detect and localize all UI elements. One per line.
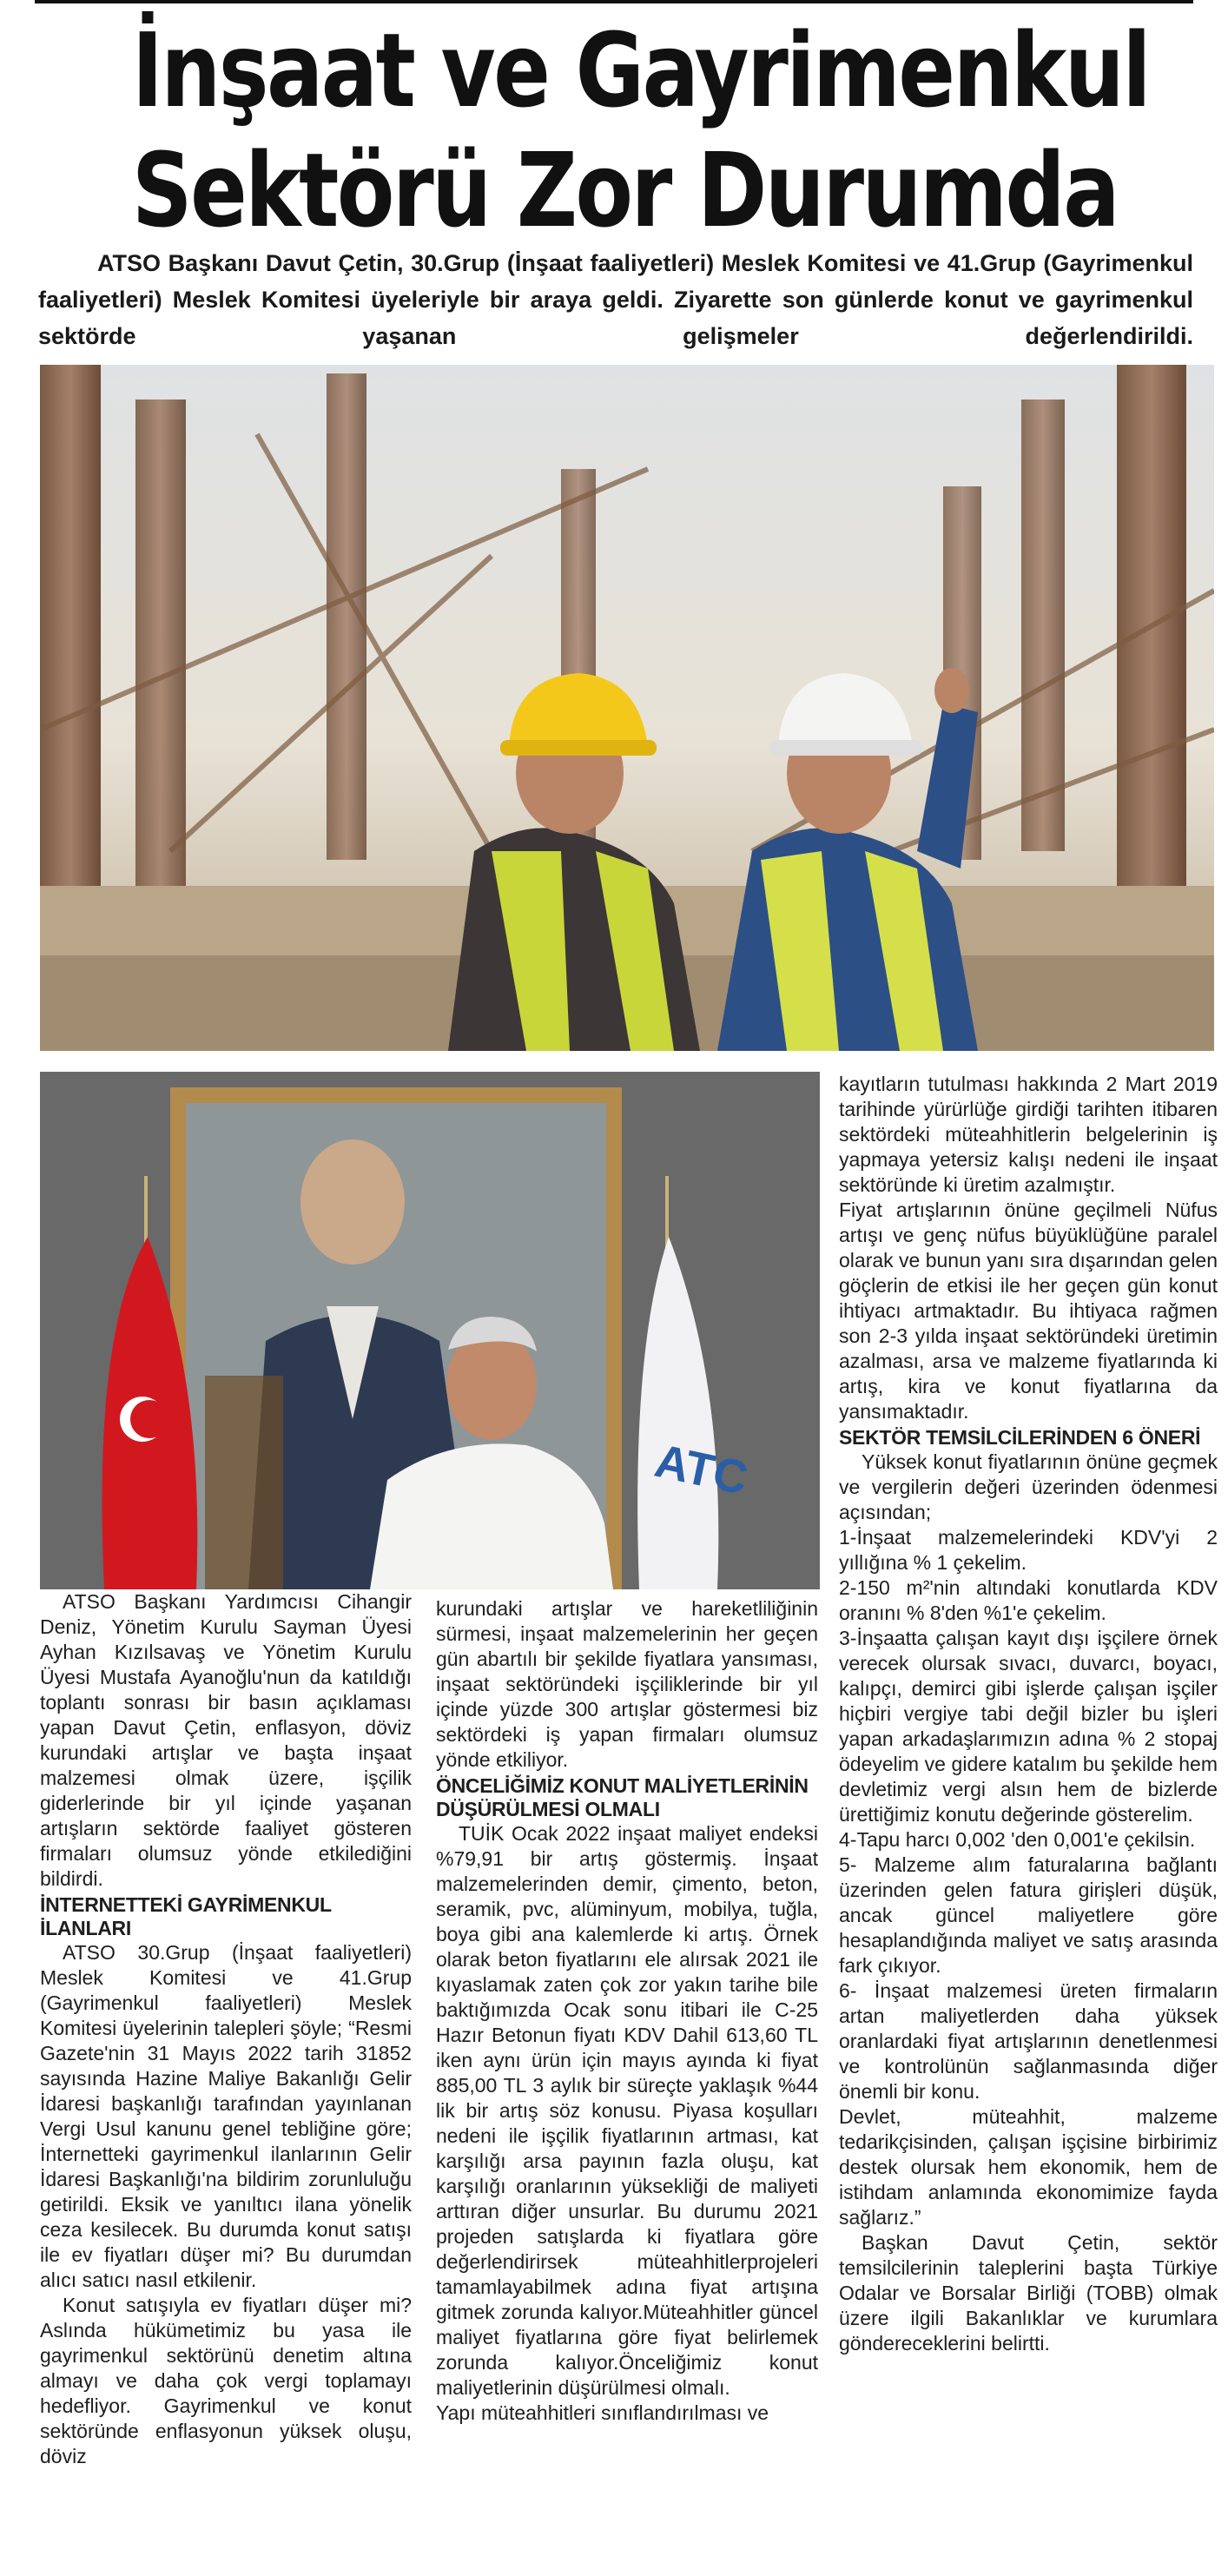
col1-paragraph-3: Konut satışıyla ev fiyatları düşer mi? Aslında hükümetimiz bu yasa ile gayrimenkul sektörünü denetim altına almayı ve daha çok vergi toplamayı hedefliyor. Gayrimenkul ve konut sektöründe enflasyonun yüksek oluşu, döviz: [40, 2294, 412, 2467]
col3-proposal-3: 3-İnşaatta çalışan kayıt dışı işçilere örnek verecek olursak sıvacı, duvarcı, boyacı, kalıpçı, demirci gibi işlerde çalışan işçiler hiçbiri vergiye tabi değil bizler bu işleri yapan arkadaşlarımızın adına % 2 stopaj ödeyelim ve gidere katalım bu şekilde hem devletimiz vergi alsın hem de bizlerde ürettiğimiz konutu değerinde gösterelim.: [839, 1627, 1218, 1826]
col3-proposal-4: 4-Tapu harcı 0,002 'den 0,001'e çekilsin.: [839, 1828, 1196, 1851]
col3-paragraph-closing: Devlet, müteahhit, malzeme tedarikçisinden, çalışan işçisine birbirimiz destek olursak hem ekonomik, hem de istihdam anlamında ekonomimize fayda sağlarız.”: [839, 2105, 1218, 2229]
col3-paragraph-1: kayıtların tutulması hakkında 2 Mart 2019 tarihinde yürürlüğe girdiği tarihten itibaren sektördeki müteahhitlerin belgelerinin iş yapmaya yetersiz kalışı nedeni ile inşaat sektöründe ki üretim azalmıştır.: [839, 1073, 1218, 1196]
col2-paragraph-3: Yapı müteahhitleri sınıflandırılması ve: [436, 2401, 769, 2424]
col3-subheading: SEKTÖR TEMSİLCİLERİNDEN 6 ÖNERİ: [839, 1426, 1201, 1449]
headline-line-1: İnşaat ve Gayrimenkul: [131, 10, 1150, 130]
top-rule: [35, 0, 1193, 3]
col3-paragraph-2: Fiyat artışlarının önüne geçilmeli Nüfus artışı ve genç nüfus büyüklüğüne paralel olarak ve bunun yanı sıra dışarından gelen göçlerin de etkisi ile her geçen gün konut ihtiyacı artmaktadır. Bu ihtiyaca rağmen son 2-3 yılda inşaat sektöründeki üretimin azalması, arsa ve malzeme fiyatlarında ki artış, kira ve konut fiyatlarına da yansımaktadır.: [839, 1199, 1218, 1423]
lead-paragraph: ATSO Başkanı Davut Çetin, 30.Grup (İnşaat faaliyetleri) Meslek Komitesi ve 41.Grup (Gayrimenkul faaliyetleri) Meslek Komitesi üyeleriyle bir araya geldi. Ziyarette son günlerde konut ve gayrimenkul sektörde yaşanan gelişmeler değerlendirildi.: [38, 250, 1193, 349]
col3-proposal-6: 6- İnşaat malzemesi üreten firmaların artan maliyetlerden daha yüksek oranlardaki fiyat artışlarının denetlenmesi ve kontrolünün sağlanmasında diğer önemli bir konu.: [839, 1979, 1218, 2103]
article-column-1: [40, 1589, 412, 2469]
col3-proposal-5: 5- Malzeme alım faturalarına bağlantı üzerinden gelen fatura girişleri düşük, ancak güncel maliyetlere göre hesaplandığında maliyet ve satış arasında fark çıkıyor.: [839, 1853, 1218, 1977]
col1-subheading: İNTERNETTEKİ GAYRİMENKUL İLANLARI: [40, 1893, 332, 1939]
col2-subheading: ÖNCELİĞİMİZ KONUT MALİYETLERİNİN DÜŞÜRÜLMESİ OLMALI: [436, 1774, 809, 1820]
col3-paragraph-final: Başkan Davut Çetin, sektör temsilcilerinin taleplerini başta Türkiye Odalar ve Borsalar Birliği (TOBB) olmak üzere ilgili Bakanlıklar ve kurumlara göndereceklerini belirtti.: [839, 2231, 1218, 2355]
headline-line-2: Sektörü Zor Durumda: [131, 130, 1119, 250]
col3-paragraph-3: Yüksek konut fiyatlarının önüne geçmek ve vergilerin değeri üzerinden ödenmesi açısından;: [839, 1450, 1218, 1523]
col2-paragraph-2: TUİK Ocak 2022 inşaat maliyet endeksi %79,91 bir artış göstermiş. İnşaat malzemelerinden demir, çimento, beton, seramik, pvc, alüminyum, mobilya, tuğla, boya gibi ana kalemlerde ki artış. Örnek olarak beton fiyatlarını ele alırsak 2021 ile kıyaslamak zaten çok zor yakın tarihe bile baktığımızda Ocak sonu itibari ile C-25 Hazır Betonun fiyatı KDV Dahil 613,60 TL iken aynı ürün için mayıs ayında ki fiyat 885,00 TL 3 aylık bir süreçte yaklaşık %44 lik bir artış söz konusu. Piyasa koşulları nedeni ile işçilik fiyatlarının artması, kat karşılığı arsa payının fazla oluşu, kat karşılığı oranlarının yüksekliği de maliyeti arttıran diğer unsurlar. Bu durumu 2021 projeden satışlarda ki fiyatlara göre değerlendirirsek müteahhitlerprojeleri tamamlayabilmek adına fiyat artışına gitmek zorunda kalıyor.Müteahhitler güncel maliyet fiyatlarına göre fiyat belirlemek zorunda kalıyor.Önceliğimiz konut maliyetlerinin düşürülmesi olmalı.: [436, 1822, 818, 2399]
construction-workers-photo: [40, 365, 1214, 1051]
col3-proposal-1: 1-İnşaat malzemelerindeki KDV'yi 2 yıllığına % 1 çekelim.: [839, 1526, 1218, 1574]
col3-proposal-2: 2-150 m²'nin altındaki konutlarda KDV oranını % 8'den %1'e çekelim.: [839, 1576, 1218, 1624]
col1-paragraph-2: ATSO 30.Grup (İnşaat faaliyetleri) Meslek Komitesi ve 41.Grup (Gayrimenkul faaliyetleri) Meslek Komitesi üyelerinin talepleri şöyle; “Resmi Gazete'nin 31 Mayıs 2022 tarih 31852 sayısında Hazine Maliye Bakanlığı Gelir İdaresi başkanlığı tarafından yayınlanan Vergi Usul kanunu genel tebliğine göre; İnternetteki gayrimenkul ilanlarının Gelir İdaresi Başkanlığı'na bildirim zorunluluğu getirildi. Eksik ve yanıltıcı ilana yönelik ceza kesilecek. Bu durumda konut satışı ile ev fiyatları düşer mi? Bu durumdan alıcı satıcı nasıl etkilenir.: [40, 1941, 412, 2291]
flag-logo-text: ATC: [650, 1434, 753, 1505]
article-column-2: [436, 1596, 818, 2426]
col2-paragraph-1: kurundaki artışlar ve hareketliliğinin sürmesi, inşaat malzemelerinin her geçen gün abartılı bir şekilde fiyatlara yansıması, inşaat sektöründeki işçiliklerinde bir yıl içinde yüzde 300 artışlar göstermesi biz sektördeki iş yapan firmaları olumsuz yönde etkiliyor.: [436, 1597, 818, 1771]
construction-scene-illustration: [40, 365, 1214, 1051]
col1-paragraph-1: ATSO Başkanı Yardımcısı Cihangir Deniz, Yönetim Kurulu Sayman Üyesi Ayhan Kızılsavaş ve Yönetim Kurulu Üyesi Mustafa Ayanoğlu'nun da katıldığı toplantı sonrası bir basın açıklaması yapan Davut Çetin, enflasyon, döviz kurundaki artışlar ve başta inşaat malzemesi olmak üzere, işçilik giderlerinde bir yıl içinde yaşanan artışların sektörde faaliyet gösteren firmaları olumsuz yönde etkilediğini bildirdi.: [40, 1590, 412, 1890]
article-column-3: [839, 1072, 1218, 2356]
portrait-photo: [40, 1072, 820, 1589]
headline: [26, 10, 1202, 250]
portrait-scene-illustration: [40, 1072, 820, 1589]
